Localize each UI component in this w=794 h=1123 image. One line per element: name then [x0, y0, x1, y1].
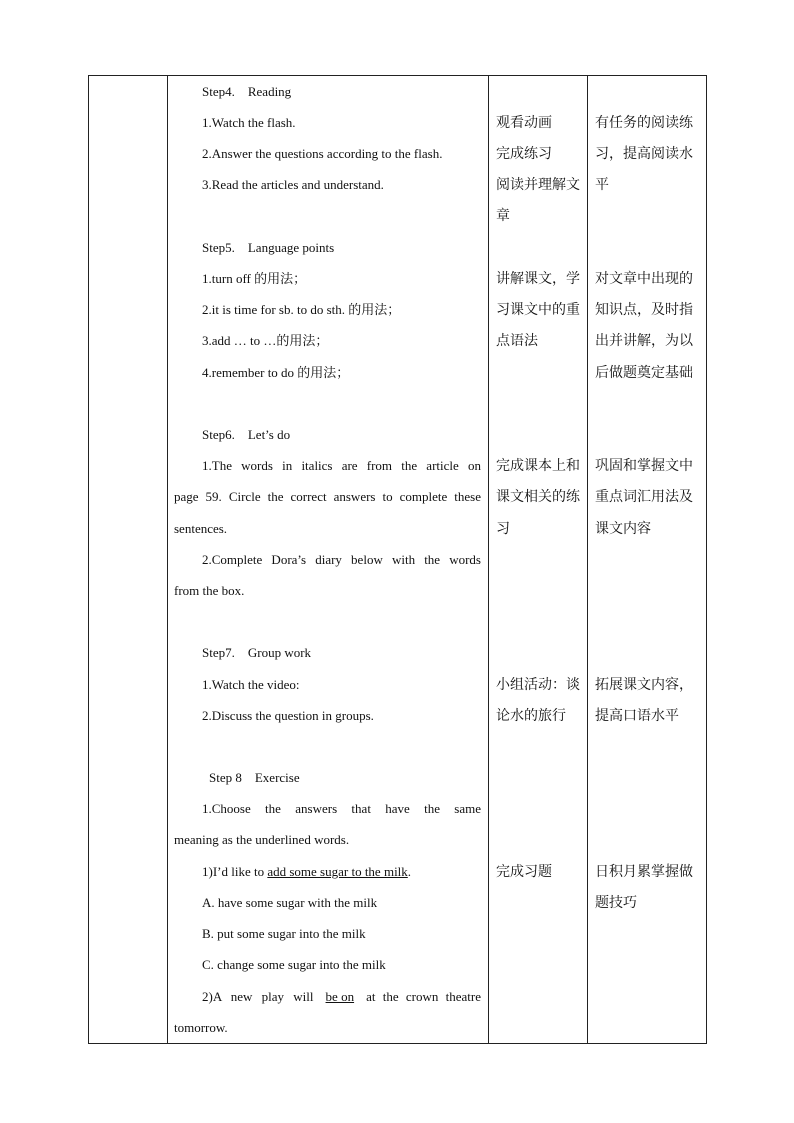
table-border-top [88, 75, 707, 76]
step8-purpose-2: 题技巧 [595, 895, 637, 911]
step8-line-2: meaning as the underlined words. [174, 832, 350, 847]
table-border-col1 [167, 75, 168, 1044]
step6-line-2: page 59. Circle the correct answers to complete these [174, 489, 481, 504]
q2-suffix: at the crown theatre [366, 989, 481, 1004]
step5-line-3: 3.add … to …的用法； [202, 333, 329, 348]
step6-purpose-2: 重点词汇用法及 [595, 489, 693, 505]
step4-purpose-1: 有任务的阅读练 [595, 115, 693, 131]
step7-line-1: 1.Watch the video: [202, 677, 300, 692]
step6-purpose-1: 巩固和掌握文中 [595, 458, 693, 474]
q1-option-a: A. have some sugar with the milk [202, 895, 378, 910]
step4-activity-2: 完成练习 [496, 146, 552, 162]
step8-activity-1: 完成习题 [496, 864, 552, 880]
q1-prefix: 1)I’d like to [202, 864, 268, 879]
step5-activity-3: 点语法 [496, 333, 538, 349]
step7-purpose-2: 提高口语水平 [595, 708, 679, 724]
step6-line-5: from the box. [174, 583, 245, 598]
step6-line-3: sentences. [174, 521, 228, 536]
step7-activity-2: 论水的旅行 [496, 708, 566, 724]
exercise-question-2 [202, 989, 481, 1005]
table-border-col2 [488, 75, 489, 1044]
step8-line-1: 1.Choose the answers that have the same [202, 801, 481, 816]
step7-purpose-1: 拓展课文内容， [595, 677, 693, 693]
table-border-right [706, 75, 707, 1044]
step4-activity-4: 章 [496, 208, 510, 224]
step4-line-1: 1.Watch the flash. [202, 115, 296, 130]
step8-title: Step 8 Exercise [209, 770, 300, 785]
q2-end: tomorrow. [174, 1020, 228, 1035]
step5-activity-2: 习课文中的重 [496, 302, 580, 318]
step4-title: Step4. Reading [202, 84, 292, 99]
step7-activity-1: 小组活动：谈 [496, 677, 580, 693]
step5-line-1: 1.turn off 的用法； [202, 271, 307, 286]
table-border-left [88, 75, 89, 1044]
step5-purpose-4: 后做题奠定基础 [595, 365, 693, 381]
step4-activity-3: 阅读并理解文 [496, 177, 580, 193]
step6-line-1: 1.The words in italics are from the article on [202, 458, 481, 473]
step7-line-2: 2.Discuss the question in groups. [202, 708, 374, 723]
step6-purpose-3: 课文内容 [595, 521, 651, 537]
q1-option-b: B. put some sugar into the milk [202, 926, 366, 941]
step4-line-3: 3.Read the articles and understand. [202, 177, 384, 192]
step6-activity-1: 完成课本上和 [496, 458, 580, 474]
q1-suffix: . [407, 864, 412, 879]
step5-purpose-3: 出并讲解，为以 [595, 333, 693, 349]
step5-purpose-2: 知识点，及时指 [595, 302, 693, 318]
step5-purpose-1: 对文章中出现的 [595, 271, 693, 287]
step5-line-2: 2.it is time for sb. to do sth. 的用法； [202, 302, 401, 317]
exercise-question-1 [202, 864, 411, 880]
step6-line-4: 2.Complete Dora’s diary below with the words [202, 552, 481, 567]
step4-activity-1: 观看动画 [496, 115, 552, 131]
q2-underlined: be on [325, 989, 355, 1004]
table-border-bottom [88, 1043, 707, 1044]
q1-underlined: add some sugar to the milk [267, 864, 408, 879]
step4-purpose-2: 习，提高阅读水 [595, 146, 693, 162]
step5-line-4: 4.remember to do 的用法； [202, 365, 350, 380]
step5-activity-1: 讲解课文，学 [496, 271, 580, 287]
step4-purpose-3: 平 [595, 177, 609, 193]
step7-title: Step7. Group work [202, 645, 312, 660]
step4-line-2: 2.Answer the questions according to the flash. [202, 146, 443, 161]
q1-option-c: C. change some sugar into the milk [202, 957, 386, 972]
step6-activity-2: 课文相关的练 [496, 489, 580, 505]
step6-activity-3: 习 [496, 521, 510, 537]
step6-title: Step6. Let’s do [202, 427, 291, 442]
step5-title: Step5. Language points [202, 240, 335, 255]
q2-prefix: 2)A new play will [202, 989, 314, 1004]
step8-purpose-1: 日积月累掌握做 [595, 864, 693, 880]
table-border-col3 [587, 75, 588, 1044]
